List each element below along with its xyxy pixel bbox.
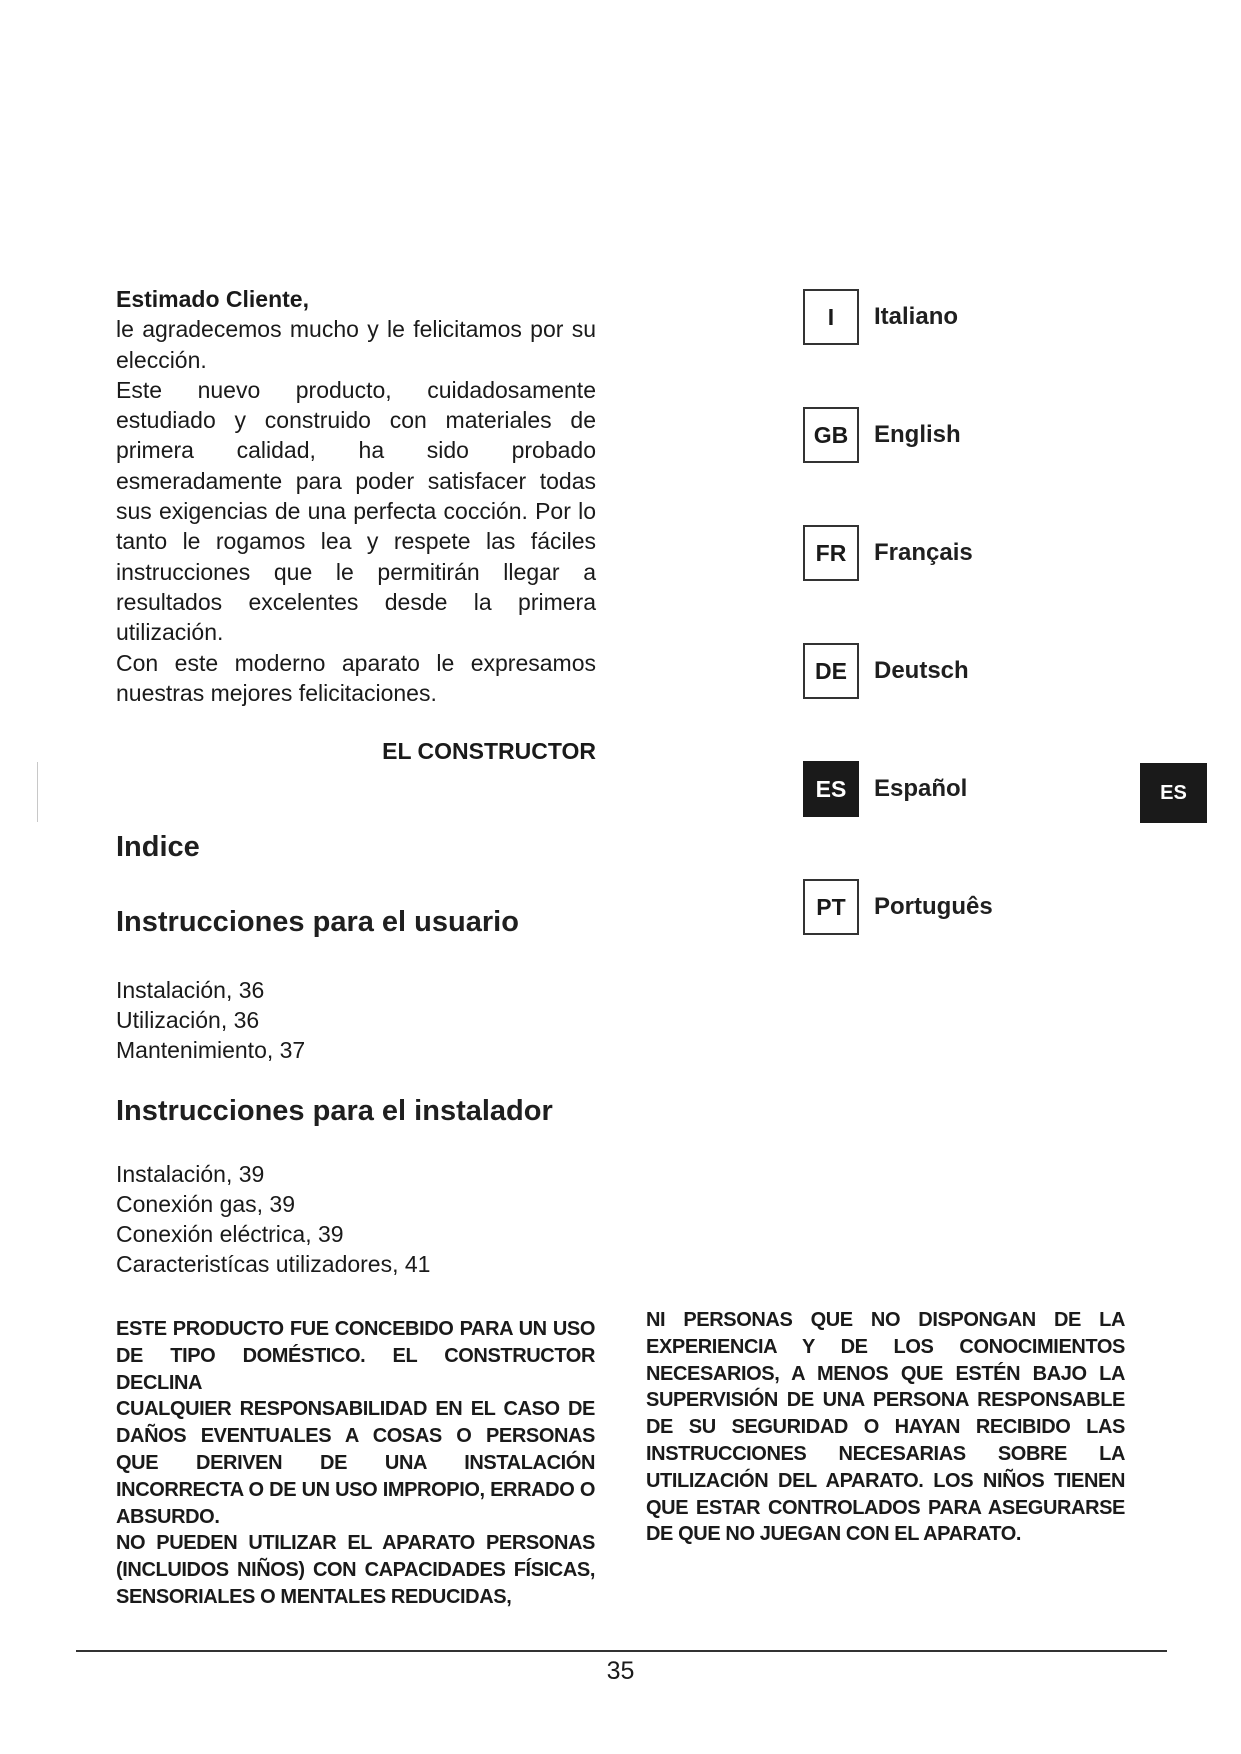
warning-right-column [646,1307,1125,1548]
language-deutsch[interactable] [803,642,969,700]
warning-paragraph: CUALQUIER RESPONSABILIDAD EN EL CASO DE DAÑOS EVENTUALES A COSAS O PERSONAS QUE DERIVEN DE UNA INSTALACIÓN INCORRECTA O DE UN USO IMPROPIO, ERRADO O ABSURDO. [116,1398,595,1528]
language-side-tab[interactable]: ES [1140,763,1207,823]
language-espanol[interactable] [803,760,967,818]
language-portugues[interactable] [803,878,993,936]
language-english[interactable] [803,406,961,464]
language-name: Deutsch [874,657,969,684]
toc-item[interactable]: Utilización, 36 [116,1007,260,1033]
installer-toc-list [116,1159,430,1279]
toc-item[interactable]: Instalación, 39 [116,1161,265,1187]
language-francais[interactable] [803,524,973,582]
language-name: Italiano [874,303,959,330]
intro-paragraph: Este nuevo producto, cuidadosamente estudiado y construido con materiales de primera calidad, ha sido probado esmeradamente para poder satisfacer todas sus exigencias de una perfecta cocción. Por lo tanto le rogamos lea y respete las fáciles instrucciones que le permitirán llegar a resultados excelentes desde la primera utilización. [116,376,596,646]
greeting: Estimado Cliente, [116,286,309,312]
language-code: GB [803,407,859,463]
margin-mark [37,762,38,822]
language-code: FR [803,525,859,581]
page-number: 35 [606,1657,635,1685]
toc-item[interactable]: Conexión eléctrica, 39 [116,1221,344,1247]
installer-section-title: Instrucciones para el instalador [116,1095,553,1127]
user-toc-list [116,975,305,1065]
index-title: Indice [116,831,200,863]
footer-divider [76,1650,1167,1652]
language-name: Español [874,775,968,802]
warning-paragraph: NO PUEDEN UTILIZAR EL APARATO PERSONAS (INCLUIDOS NIÑOS) CON CAPACIDADES FÍSICAS, SENSORIALES O MENTALES REDUCIDAS, [116,1532,595,1608]
warning-paragraph: ESTE PRODUCTO FUE CONCEBIDO PARA UN USO DE TIPO DOMÉSTICO. EL CONSTRUCTOR DECLINA [116,1318,595,1394]
language-italiano[interactable] [803,288,958,346]
language-name: English [874,421,961,448]
toc-item[interactable]: Instalación, 36 [116,977,265,1003]
intro-paragraph: Con este moderno aparato le expresamos nuestras mejores felicitaciones. [116,649,596,706]
language-name: Français [874,539,973,566]
language-code: DE [803,643,859,699]
toc-item[interactable]: Mantenimiento, 37 [116,1037,306,1063]
intro-letter [116,284,596,766]
language-code: ES [803,761,859,817]
language-name: Português [874,893,993,920]
language-code: PT [803,879,859,935]
toc-item[interactable]: Caracteristícas utilizadores, 41 [116,1251,431,1277]
intro-paragraph: le agradecemos mucho y le felicitamos por su elección. [116,316,596,373]
language-code: I [803,289,859,345]
signature: EL CONSTRUCTOR [382,738,596,765]
toc-item[interactable]: Conexión gas, 39 [116,1191,296,1217]
user-section-title: Instrucciones para el usuario [116,906,519,938]
warning-paragraph: NI PERSONAS QUE NO DISPONGAN DE LA EXPERIENCIA Y DE LOS CONOCIMIENTOS NECESARIOS, A MENOS QUE ESTÉN BAJO LA SUPERVISIÓN DE UNA PERSONA RESPONSABLE DE SU SEGURIDAD O HAYAN RECIBIDO LAS INSTRUCCIONES NECESARIAS SOBRE LA UTILIZACIÓN DEL APARATO. LOS NIÑOS TIENEN QUE ESTAR CONTROLADOS PARA ASEGURARSE DE QUE NO JUEGAN CON EL APARATO. [646,1309,1125,1546]
warning-left-column [116,1316,595,1611]
